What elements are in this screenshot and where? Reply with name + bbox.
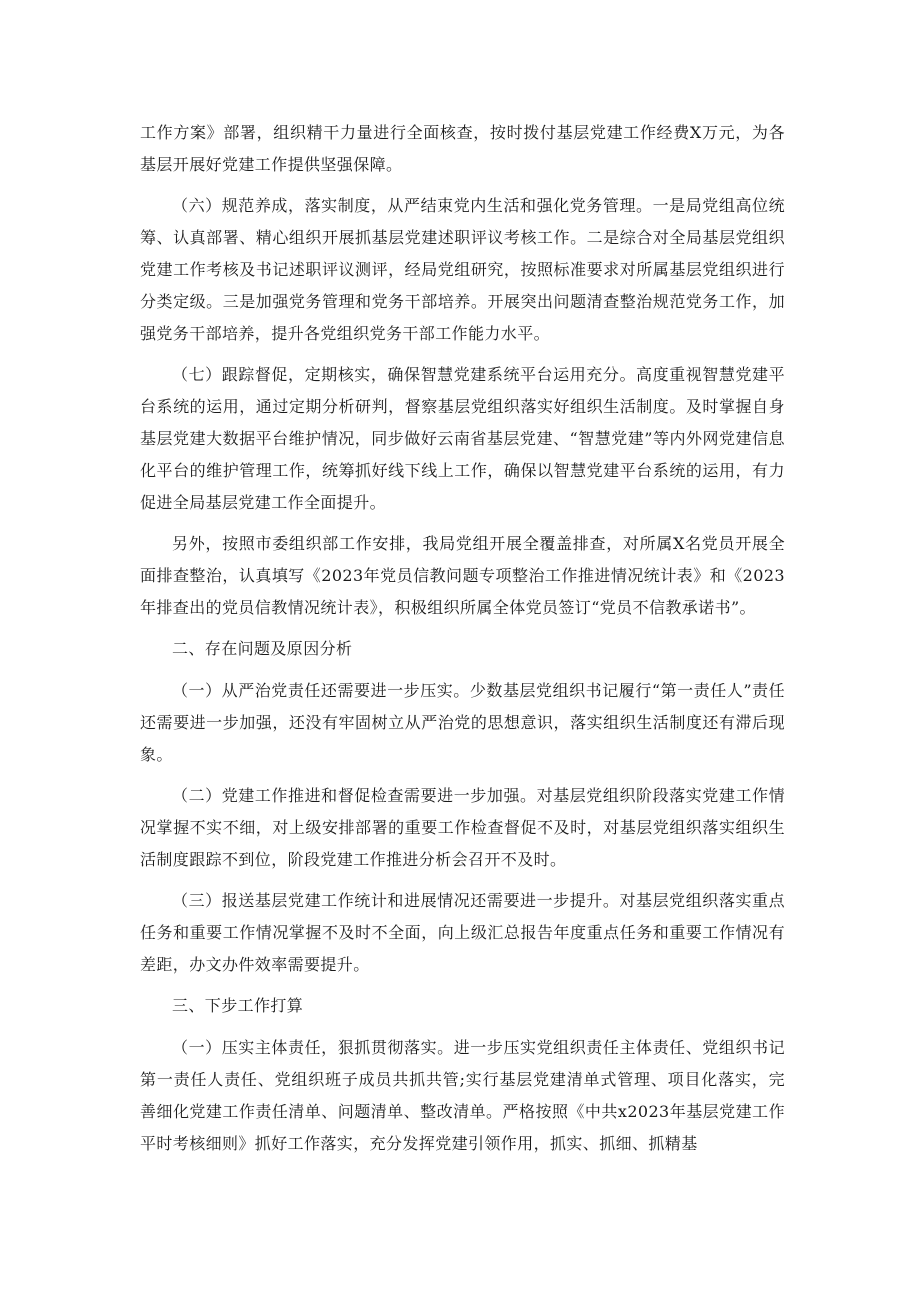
paragraph-additional-note: 另外，按照市委组织部工作安排，我局党组开展全覆盖排查，对所属X名党员开展全面排查整治，认真填写《2023年党员信教问题专项整治工作推进情况统计表》和《2023年排查出的党员信教情况统计表》，积极组织所属全体党员签订“党员不信教承诺书”。 bbox=[140, 534, 785, 617]
paragraph-item-six: （六）规范养成，落实制度，从严结束党内生活和强化党务管理。一是局党组高位统筹、认真部署、精心组织开展抓基层党建述职评议考核工作。二是综合对全局基层党组织党建工作考核及书记述职评议测评，经局党组研究，按照标准要求对所属基层党组织进行分类定级。三是加强党务管理和党务干部培养。开展突出问题清查整治规范党务工作，加强党务干部培养，提升各党组织党务干部工作能力水平。 bbox=[140, 196, 785, 343]
paragraph-problem-one: （一）从严治党责任还需要进一步压实。少数基层党组织书记履行“第一责任人”责任还需要进一步加强，还没有牢固树立从严治党的思想意识，落实组织生活制度还有滞后现象。 bbox=[140, 681, 785, 764]
paragraph-funding-continuation: 工作方案》部署，组织精干力量进行全面核查，按时拨付基层党建工作经费X万元，为各基层开展好党建工作提供坚强保障。 bbox=[140, 123, 785, 174]
paragraph-problem-three: （三）报送基层党建工作统计和进展情况还需要进一步提升。对基层党组织落实重点任务和重要工作情况掌握不及时不全面，向上级汇总报告年度重点任务和重要工作情况有差距，办文办件效率需要提升。 bbox=[140, 891, 785, 974]
paragraph-next-step-one: （一）压实主体责任，狠抓贯彻落实。进一步压实党组织责任主体责任、党组织书记第一责任人责任、党组织班子成员共抓共管;实行基层党建清单式管理、项目化落实，完善细化党建工作责任清单、问题清单、整改清单。严格按照《中共x2023年基层党建工作平时考核细则》抓好工作落实，充分发挥党建引领作用，抓实、抓细、抓精基 bbox=[140, 1038, 785, 1153]
section-heading-next-steps: 三、下步工作打算 bbox=[172, 996, 304, 1015]
paragraph-problem-two: （二）党建工作推进和督促检查需要进一步加强。对基层党组织阶段落实党建工作情况掌握不实不细，对上级安排部署的重要工作检查督促不及时，对基层党组织落实组织生活制度跟踪不到位，阶段党建工作推进分析会召开不及时。 bbox=[140, 786, 785, 869]
paragraph-item-seven: （七）跟踪督促，定期核实，确保智慧党建系统平台运用充分。高度重视智慧党建平台系统的运用，通过定期分析研判，督察基层党组织落实好组织生活制度。及时掌握自身基层党建大数据平台维护情况，同步做好云南省基层党建、“智慧党建”等内外网党建信息化平台的维护管理工作，统筹抓好线下线上工作，确保以智慧党建平台系统的运用，有力促进全局基层党建工作全面提升。 bbox=[140, 365, 785, 512]
section-heading-problems: 二、存在问题及原因分析 bbox=[172, 639, 353, 658]
document-body bbox=[140, 117, 785, 1169]
